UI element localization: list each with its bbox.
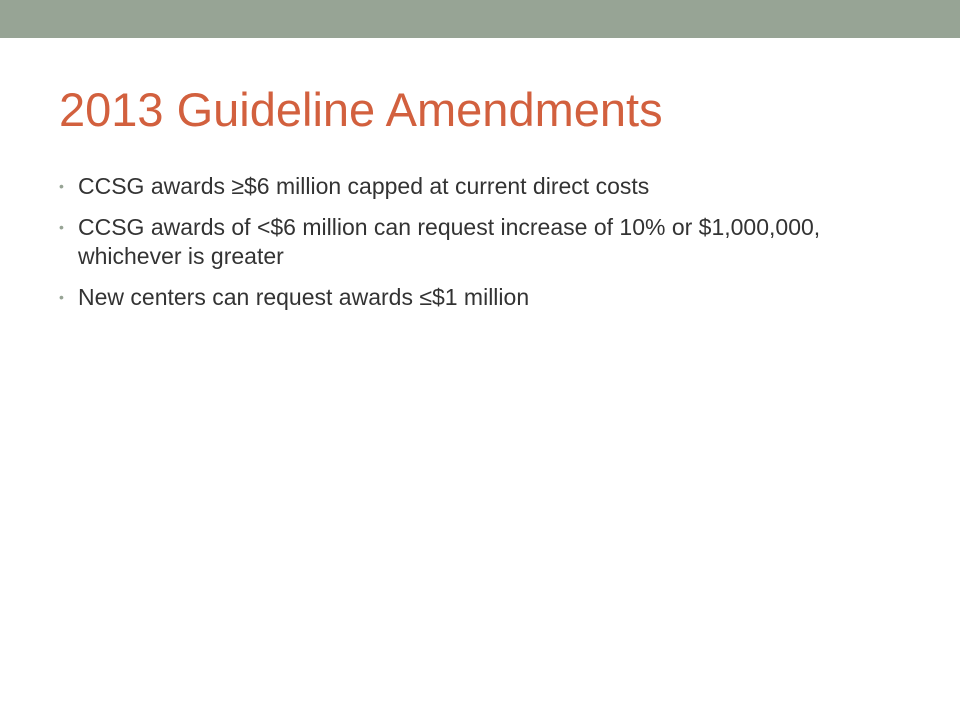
top-color-band [0, 0, 960, 38]
bullet-text: CCSG awards of <$6 million can request increase of 10% or $1,000,000, whichever is greater [78, 214, 821, 269]
bullet-item [59, 283, 889, 312]
bullet-item [59, 172, 889, 201]
bullet-item [59, 213, 889, 271]
bullet-list [59, 172, 889, 324]
bullet-dot-icon: • [59, 289, 64, 305]
bullet-text: New centers can request awards ≤$1 million [78, 284, 530, 310]
bullet-dot-icon: • [59, 178, 64, 194]
slide-title: 2013 Guideline Amendments [59, 83, 663, 136]
bullet-text: CCSG awards ≥$6 million capped at current direct costs [78, 173, 650, 199]
bullet-dot-icon: • [59, 219, 64, 235]
